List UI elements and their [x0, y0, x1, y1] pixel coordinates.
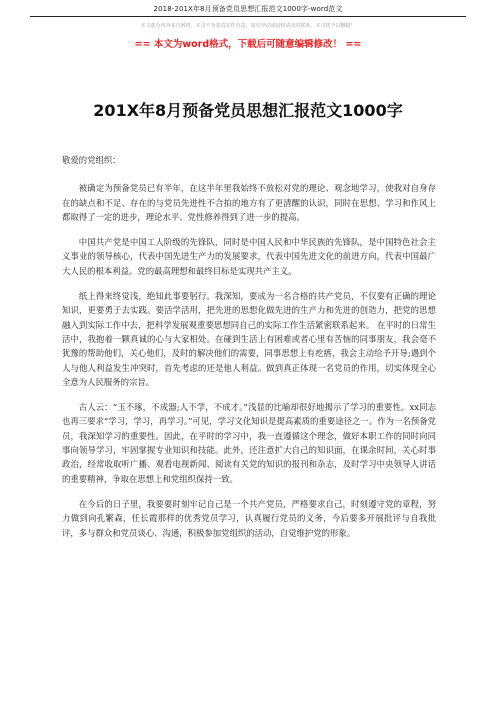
paragraph-4: 古人云：“玉不琢，不成器;人不学，不成才。”浅显的比喻却很好地揭示了学习的重要性。xx同志也再三要求“学习，学习，再学习。”可见，学习文化知识是提高素质的重要途径之一。作为一名预备党员，我深知学习的重要性。因此，在平时的学习中，我一直遵循这个理念，做好本职工作的同时向同事向领导学习，牢固掌握专业知识和技能。此外，还注意扩大自己的知识面，在课余时间，关心时事政治，经常收取听广播、观看电视新闻、阅读有关党的知识的报刊和杂志，及时学习中央领导人讲话的重要精神，争取在思想上和党组织保持一致。: [62, 402, 436, 484]
disclaimer-notice: 本文部分内容来自网络，本司不为其真实性负责，如有异议或侵权请及时联系，本司将予以删除！: [140, 23, 356, 29]
salutation: 敬爱的党组织：: [62, 155, 121, 165]
document-title: 201X年8月预备党员思想汇报范文1000字: [93, 101, 403, 120]
running-header: 2018-201X年8月预备党员思想汇报范文1000字-word范文: [153, 5, 343, 13]
paragraph-3: 纸上得来终觉浅，绝知此事要躬行。我深知，要成为一名合格的共产党员，不仅要有正确的理论知识，更要勇于去实践。要活学活用，把先进的思想化做先进的生产力和先进的创造力，把党的思想融入到实际工作中去，把科学发展观重要思想同自己的实际工作生活紧密联系起来。 在平时的日常生活中，我抱着一颗真诚的心与大家相处。在碰到生活上有困难或者心里有苦恼的同事朋友，我会毫不犹豫的帮助他们，关心他们，及时的解决他们的需要，同事思想上有疙瘩，我会主动给予开导;遇到个人与他人利益发生冲突时，首先考虑的还是他人利益。做到真正体现一名党员的作用，切实体现全心全意为人民服务的宗旨。: [62, 291, 436, 387]
paragraph-5: 在今后的日子里，我要要时刻牢记自己是一个共产党员，严格要求自己，时刻遵守党的章程，努力做到向孔繁森，任长霞那样的优秀党员学习，认真履行党员的义务，今后要多开展批评与自我批评，多与群众和党员谈心、沟通，积极参加党组织的活动，自觉维护党的形象。: [62, 498, 436, 538]
paragraph-1: 被确定为预备党员已有半年，在这半年里我始终不放松对党的理论、观念地学习，使我对自身存在的缺点和不足、存在的与党员先进性不合拍的地方有了更清醒的认识，同时在思想、学习和作风上都取得了一定的进步，理论水平、党性修养得到了进一步的提高。: [62, 183, 436, 222]
paragraph-2: 中国共产党是中国工人阶级的先锋队，同时是中国人民和中华民族的先锋队，是中国特色社会主义事业的领导核心，代表中国先进生产力的发展要求，代表中国先进文化的前进方向，代表中国最广大人民的根本利益。党的最高理想和最终目标是实现共产主义。: [62, 237, 436, 276]
header-divider: [30, 16, 466, 17]
download-banner: == 本文为word格式，下载后可随意编辑修改！ ==: [134, 39, 362, 50]
document-body: [62, 153, 436, 551]
